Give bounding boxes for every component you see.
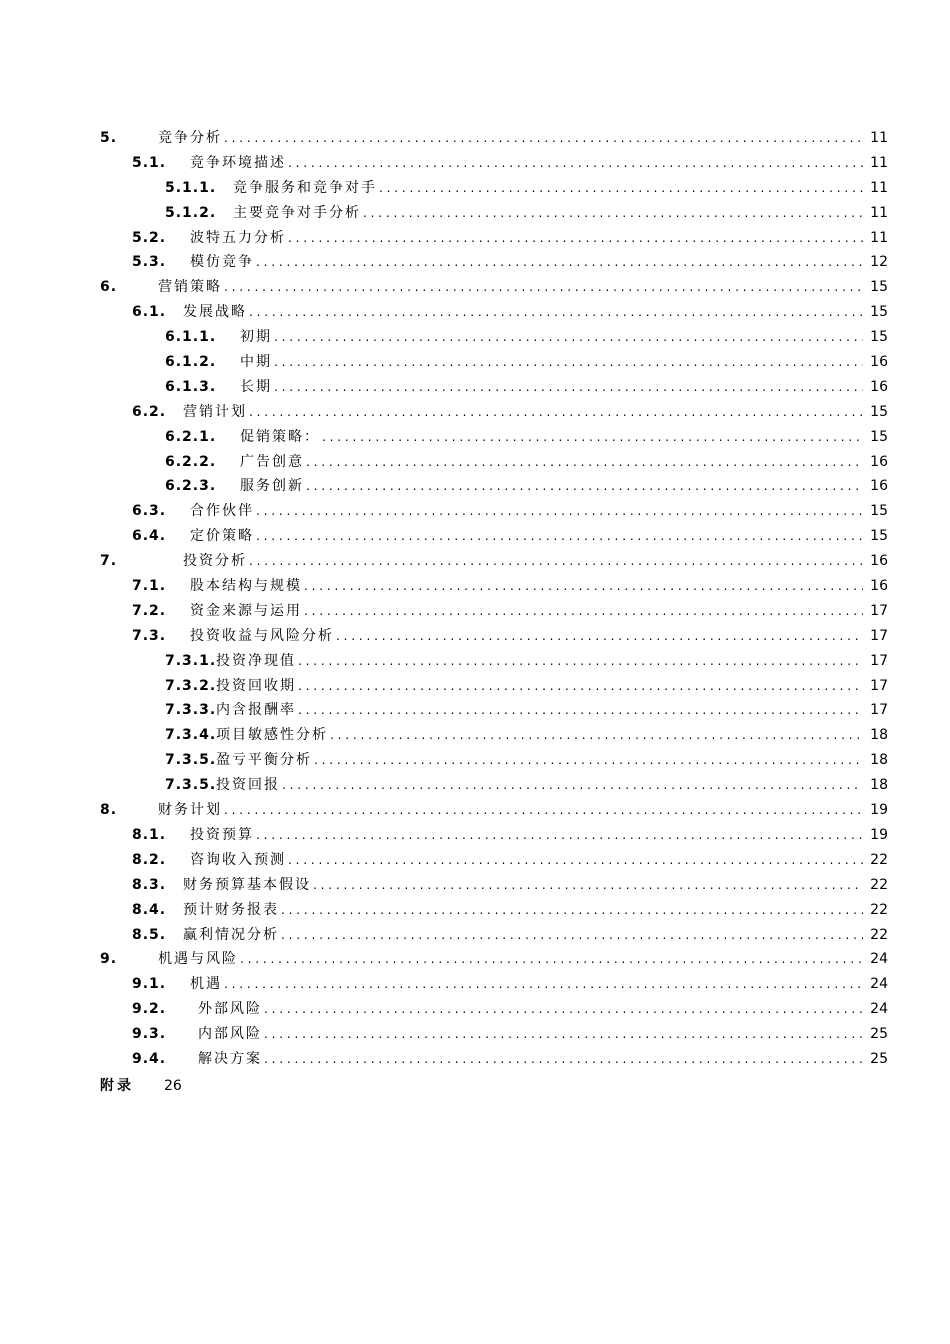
dot-leader bbox=[336, 624, 863, 649]
toc-entry-title-line bbox=[216, 748, 863, 773]
toc-entry-number: 7. bbox=[100, 553, 118, 570]
toc-entry-title-line bbox=[216, 773, 863, 798]
toc-entry-title: 服务创新 bbox=[240, 478, 304, 495]
toc-entry-number: 5.3. bbox=[132, 254, 167, 271]
dot-leader bbox=[314, 748, 863, 773]
toc-entry-title: 中期 bbox=[240, 354, 272, 371]
toc-entry-title-line bbox=[240, 450, 863, 475]
toc-entry-number: 6.2.3. bbox=[165, 478, 217, 495]
appendix-label: 附录 bbox=[100, 1078, 134, 1094]
toc-entry-number: 8.4. bbox=[132, 901, 167, 918]
toc-entry[interactable] bbox=[0, 624, 950, 649]
toc-entry-page-number: 16 bbox=[870, 378, 888, 395]
toc-entry-title-line bbox=[216, 674, 863, 699]
toc-entry[interactable] bbox=[0, 549, 950, 574]
toc-entry-page-number: 19 bbox=[870, 802, 888, 819]
toc-entry-number: 8.2. bbox=[132, 851, 167, 868]
toc-entry-title: 股本结构与规模 bbox=[190, 578, 302, 595]
toc-entry-title-line bbox=[190, 574, 863, 599]
toc-entry[interactable] bbox=[0, 972, 950, 997]
toc-entry-page-number: 24 bbox=[870, 951, 888, 968]
dot-leader bbox=[288, 848, 863, 873]
toc-entry-title: 赢利情况分析 bbox=[183, 926, 279, 943]
dot-leader bbox=[224, 126, 863, 151]
toc-entry[interactable] bbox=[0, 823, 950, 848]
dot-leader bbox=[224, 972, 863, 997]
dot-leader bbox=[256, 250, 863, 275]
toc-entry-title: 机遇与风险 bbox=[158, 951, 238, 968]
toc-entry-title: 定价策略 bbox=[190, 528, 254, 545]
dot-leader bbox=[274, 350, 863, 375]
dot-leader bbox=[249, 300, 863, 325]
toc-entry-page-number: 18 bbox=[870, 727, 888, 744]
toc-entry-page-number: 15 bbox=[870, 304, 888, 321]
toc-entry-title-line bbox=[198, 1047, 863, 1072]
toc-entry[interactable] bbox=[0, 698, 950, 723]
toc-entry-title: 波特五力分析 bbox=[190, 229, 286, 246]
toc-entry-title-line bbox=[190, 823, 863, 848]
toc-entry-page-number: 17 bbox=[870, 602, 888, 619]
toc-entry[interactable] bbox=[0, 176, 950, 201]
toc-entry-title-line bbox=[240, 325, 863, 350]
toc-entry-title-line bbox=[233, 176, 863, 201]
toc-entry[interactable] bbox=[0, 723, 950, 748]
toc-entry[interactable] bbox=[0, 400, 950, 425]
toc-entry-page-number: 25 bbox=[870, 1026, 888, 1043]
toc-entry[interactable] bbox=[0, 947, 950, 972]
toc-entry-page-number: 16 bbox=[870, 553, 888, 570]
dot-leader bbox=[256, 499, 863, 524]
toc-entry[interactable] bbox=[0, 499, 950, 524]
dot-leader bbox=[379, 176, 863, 201]
toc-entry[interactable] bbox=[0, 250, 950, 275]
toc-entry-title: 投资回报 bbox=[216, 777, 280, 794]
toc-entry-title: 预计财务报表 bbox=[183, 901, 279, 918]
toc-entry[interactable] bbox=[0, 599, 950, 624]
toc-entry[interactable] bbox=[0, 898, 950, 923]
toc-entry-title: 项目敏感性分析 bbox=[216, 727, 328, 744]
toc-entry[interactable] bbox=[0, 574, 950, 599]
toc-entry-number: 6.2.2. bbox=[165, 453, 217, 470]
toc-entry-number: 7.3.2. bbox=[165, 677, 217, 694]
dot-leader bbox=[322, 425, 863, 450]
toc-entry-number: 9. bbox=[100, 951, 118, 968]
dot-leader bbox=[304, 574, 863, 599]
dot-leader bbox=[264, 1047, 863, 1072]
toc-entry-title-line bbox=[183, 549, 863, 574]
toc-entry-number: 7.3. bbox=[132, 627, 167, 644]
toc-entry-number: 9.1. bbox=[132, 976, 167, 993]
toc-entry-title-line bbox=[183, 898, 863, 923]
toc-entry-number: 6.2. bbox=[132, 403, 167, 420]
toc-entry[interactable] bbox=[0, 923, 950, 948]
toc-entry-title-line bbox=[183, 923, 863, 948]
dot-leader bbox=[282, 773, 863, 798]
toc-entry-number: 7.3.5. bbox=[165, 752, 217, 769]
toc-entry-number: 9.4. bbox=[132, 1050, 167, 1067]
toc-entry-number: 6. bbox=[100, 279, 118, 296]
dot-leader bbox=[313, 873, 863, 898]
toc-entry[interactable] bbox=[0, 375, 950, 400]
toc-entry-number: 5.1.1. bbox=[165, 179, 217, 196]
dot-leader bbox=[298, 674, 863, 699]
toc-entry-number: 9.2. bbox=[132, 1001, 167, 1018]
toc-entry-page-number: 22 bbox=[870, 851, 888, 868]
toc-entry-title-line bbox=[190, 624, 863, 649]
toc-entry[interactable] bbox=[0, 848, 950, 873]
dot-leader bbox=[264, 997, 863, 1022]
toc-entry-title-line bbox=[216, 649, 863, 674]
toc-entry-title-line bbox=[158, 798, 863, 823]
appendix-entry[interactable] bbox=[100, 1074, 182, 1098]
toc-entry-number: 9.3. bbox=[132, 1026, 167, 1043]
toc-entry-title-line bbox=[183, 400, 863, 425]
toc-entry-page-number: 16 bbox=[870, 478, 888, 495]
toc-entry-title: 外部风险 bbox=[198, 1001, 262, 1018]
toc-entry-title: 广告创意 bbox=[240, 453, 304, 470]
toc-entry-title: 机遇 bbox=[190, 976, 222, 993]
dot-leader bbox=[298, 649, 863, 674]
toc-entry-number: 7.2. bbox=[132, 602, 167, 619]
dot-leader bbox=[363, 201, 863, 226]
toc-entry-number: 5.1. bbox=[132, 154, 167, 171]
appendix-page-number: 26 bbox=[164, 1078, 182, 1094]
toc-entry-title-line bbox=[190, 848, 863, 873]
dot-leader bbox=[288, 226, 863, 251]
toc-entry-number: 7.3.5. bbox=[165, 777, 217, 794]
toc-entry-page-number: 17 bbox=[870, 652, 888, 669]
toc-entry[interactable] bbox=[0, 1047, 950, 1072]
dot-leader bbox=[264, 1022, 863, 1047]
toc-entry-number: 6.3. bbox=[132, 503, 167, 520]
toc-entry[interactable] bbox=[0, 325, 950, 350]
toc-entry-title: 内部风险 bbox=[198, 1026, 262, 1043]
toc-entry-title: 竞争环境描述 bbox=[190, 154, 286, 171]
toc-entry-page-number: 15 bbox=[870, 428, 888, 445]
toc-entry-number: 5.1.2. bbox=[165, 204, 217, 221]
toc-entry[interactable] bbox=[0, 275, 950, 300]
toc-entry-title-line bbox=[233, 201, 863, 226]
toc-entry-page-number: 15 bbox=[870, 528, 888, 545]
toc-entry-number: 6.1. bbox=[132, 304, 167, 321]
toc-entry-page-number: 11 bbox=[870, 204, 888, 221]
toc-entry-page-number: 22 bbox=[870, 901, 888, 918]
toc-entry[interactable] bbox=[0, 1022, 950, 1047]
toc-entry-number: 6.4. bbox=[132, 528, 167, 545]
toc-entry-number: 8.5. bbox=[132, 926, 167, 943]
toc-entry-page-number: 19 bbox=[870, 826, 888, 843]
toc-entry-number: 6.1.3. bbox=[165, 378, 217, 395]
toc-entry-number: 6.2.1. bbox=[165, 428, 217, 445]
toc-entry[interactable] bbox=[0, 748, 950, 773]
toc-entry-title-line bbox=[190, 250, 863, 275]
dot-leader bbox=[224, 275, 863, 300]
toc-entry[interactable] bbox=[0, 674, 950, 699]
dot-leader bbox=[224, 798, 863, 823]
toc-entry[interactable] bbox=[0, 226, 950, 251]
toc-entry-title: 长期 bbox=[240, 378, 272, 395]
dot-leader bbox=[240, 947, 863, 972]
toc-entry-page-number: 15 bbox=[870, 279, 888, 296]
toc-entry-page-number: 11 bbox=[870, 154, 888, 171]
toc-entry-title: 竞争分析 bbox=[158, 130, 222, 146]
toc-entry-number: 7.3.3. bbox=[165, 702, 217, 719]
toc-entry-page-number: 12 bbox=[870, 254, 888, 271]
dot-leader bbox=[306, 450, 863, 475]
toc-entry-title: 投资预算 bbox=[190, 826, 254, 843]
dot-leader bbox=[274, 325, 863, 350]
toc-entry-title: 财务计划 bbox=[158, 802, 222, 819]
toc-entry-number: 5.2. bbox=[132, 229, 167, 246]
toc-entry-title: 合作伙伴 bbox=[190, 503, 254, 520]
toc-entry-title: 营销计划 bbox=[183, 403, 247, 420]
toc-entry-title-line bbox=[190, 524, 863, 549]
toc-entry[interactable] bbox=[0, 649, 950, 674]
toc-entry-title: 模仿竞争 bbox=[190, 254, 254, 271]
toc-entry-title: 财务预算基本假设 bbox=[183, 876, 311, 893]
dot-leader bbox=[249, 400, 863, 425]
toc-entry-title-line bbox=[158, 275, 863, 300]
toc-entry-page-number: 18 bbox=[870, 752, 888, 769]
table-of-contents bbox=[0, 126, 950, 1072]
dot-leader bbox=[304, 599, 863, 624]
toc-entry-title: 投资收益与风险分析 bbox=[190, 627, 334, 644]
toc-entry-page-number: 17 bbox=[870, 627, 888, 644]
toc-entry-number: 7.1. bbox=[132, 578, 167, 595]
toc-entry-title-line bbox=[190, 151, 863, 176]
toc-entry-page-number: 24 bbox=[870, 976, 888, 993]
toc-entry[interactable] bbox=[0, 425, 950, 450]
toc-entry-page-number: 24 bbox=[870, 1001, 888, 1018]
toc-entry-title: 竞争服务和竞争对手 bbox=[233, 179, 377, 196]
toc-entry-title-line bbox=[190, 499, 863, 524]
toc-entry-page-number: 11 bbox=[870, 229, 888, 246]
toc-entry-page-number: 22 bbox=[870, 926, 888, 943]
toc-entry[interactable] bbox=[0, 201, 950, 226]
dot-leader bbox=[281, 898, 863, 923]
toc-entry-page-number: 25 bbox=[870, 1050, 888, 1067]
toc-entry[interactable] bbox=[0, 997, 950, 1022]
toc-entry-title-line bbox=[190, 972, 863, 997]
dot-leader bbox=[256, 524, 863, 549]
toc-entry-page-number: 17 bbox=[870, 702, 888, 719]
toc-entry[interactable] bbox=[0, 300, 950, 325]
toc-entry-title: 盈亏平衡分析 bbox=[216, 752, 312, 769]
toc-entry-title-line bbox=[240, 425, 863, 450]
toc-entry-title: 促销策略： bbox=[240, 428, 320, 445]
dot-leader bbox=[256, 823, 863, 848]
toc-entry-page-number: 22 bbox=[870, 876, 888, 893]
dot-leader bbox=[274, 375, 863, 400]
toc-entry-number: 8. bbox=[100, 802, 118, 819]
toc-entry-page-number: 16 bbox=[870, 453, 888, 470]
toc-entry-number: 7.3.4. bbox=[165, 727, 217, 744]
toc-entry-number: 5. bbox=[100, 130, 118, 146]
dot-leader bbox=[330, 723, 863, 748]
toc-entry-title: 投资回收期 bbox=[216, 677, 296, 694]
toc-entry-title-line bbox=[198, 1022, 863, 1047]
toc-entry-page-number: 15 bbox=[870, 329, 888, 346]
toc-entry-title: 咨询收入预测 bbox=[190, 851, 286, 868]
toc-entry[interactable] bbox=[0, 126, 950, 151]
toc-entry-title-line bbox=[190, 599, 863, 624]
toc-entry-title: 资金来源与运用 bbox=[190, 602, 302, 619]
toc-entry-title-line bbox=[216, 723, 863, 748]
toc-entry-title-line bbox=[240, 375, 863, 400]
toc-entry[interactable] bbox=[0, 524, 950, 549]
toc-entry-title-line bbox=[158, 126, 863, 151]
toc-entry-title-line bbox=[240, 474, 863, 499]
toc-entry-number: 8.1. bbox=[132, 826, 167, 843]
dot-leader bbox=[281, 923, 863, 948]
toc-entry[interactable] bbox=[0, 474, 950, 499]
dot-leader bbox=[306, 474, 863, 499]
toc-entry-page-number: 18 bbox=[870, 777, 888, 794]
toc-entry[interactable] bbox=[0, 350, 950, 375]
toc-entry-page-number: 17 bbox=[870, 677, 888, 694]
toc-entry-page-number: 11 bbox=[870, 179, 888, 196]
toc-entry[interactable] bbox=[0, 798, 950, 823]
toc-entry-title-line bbox=[216, 698, 863, 723]
toc-entry-title-line bbox=[183, 300, 863, 325]
toc-entry-page-number: 11 bbox=[870, 130, 888, 146]
toc-entry[interactable] bbox=[0, 873, 950, 898]
toc-entry-title-line bbox=[198, 997, 863, 1022]
toc-entry-title-line bbox=[240, 350, 863, 375]
dot-leader bbox=[249, 549, 863, 574]
toc-entry-title-line bbox=[158, 947, 863, 972]
toc-entry-title: 投资分析 bbox=[183, 553, 247, 570]
toc-entry-page-number: 16 bbox=[870, 578, 888, 595]
toc-entry[interactable] bbox=[0, 450, 950, 475]
toc-entry-title-line bbox=[190, 226, 863, 251]
toc-entry-page-number: 15 bbox=[870, 503, 888, 520]
toc-entry[interactable] bbox=[0, 151, 950, 176]
toc-entry-number: 6.1.2. bbox=[165, 354, 217, 371]
toc-entry-number: 6.1.1. bbox=[165, 329, 217, 346]
toc-entry-title: 解决方案 bbox=[198, 1050, 262, 1067]
dot-leader bbox=[288, 151, 863, 176]
toc-entry-number: 7.3.1. bbox=[165, 652, 217, 669]
toc-entry-title: 发展战略 bbox=[183, 304, 247, 321]
toc-entry-title: 内含报酬率 bbox=[216, 702, 296, 719]
toc-entry-title: 投资净现值 bbox=[216, 652, 296, 669]
toc-entry-title-line bbox=[183, 873, 863, 898]
toc-entry-title: 主要竞争对手分析 bbox=[233, 204, 361, 221]
toc-entry-title: 营销策略 bbox=[158, 279, 222, 296]
toc-entry-title: 初期 bbox=[240, 329, 272, 346]
toc-entry-page-number: 16 bbox=[870, 354, 888, 371]
toc-entry-number: 8.3. bbox=[132, 876, 167, 893]
dot-leader bbox=[298, 698, 863, 723]
toc-entry[interactable] bbox=[0, 773, 950, 798]
toc-entry-page-number: 15 bbox=[870, 403, 888, 420]
